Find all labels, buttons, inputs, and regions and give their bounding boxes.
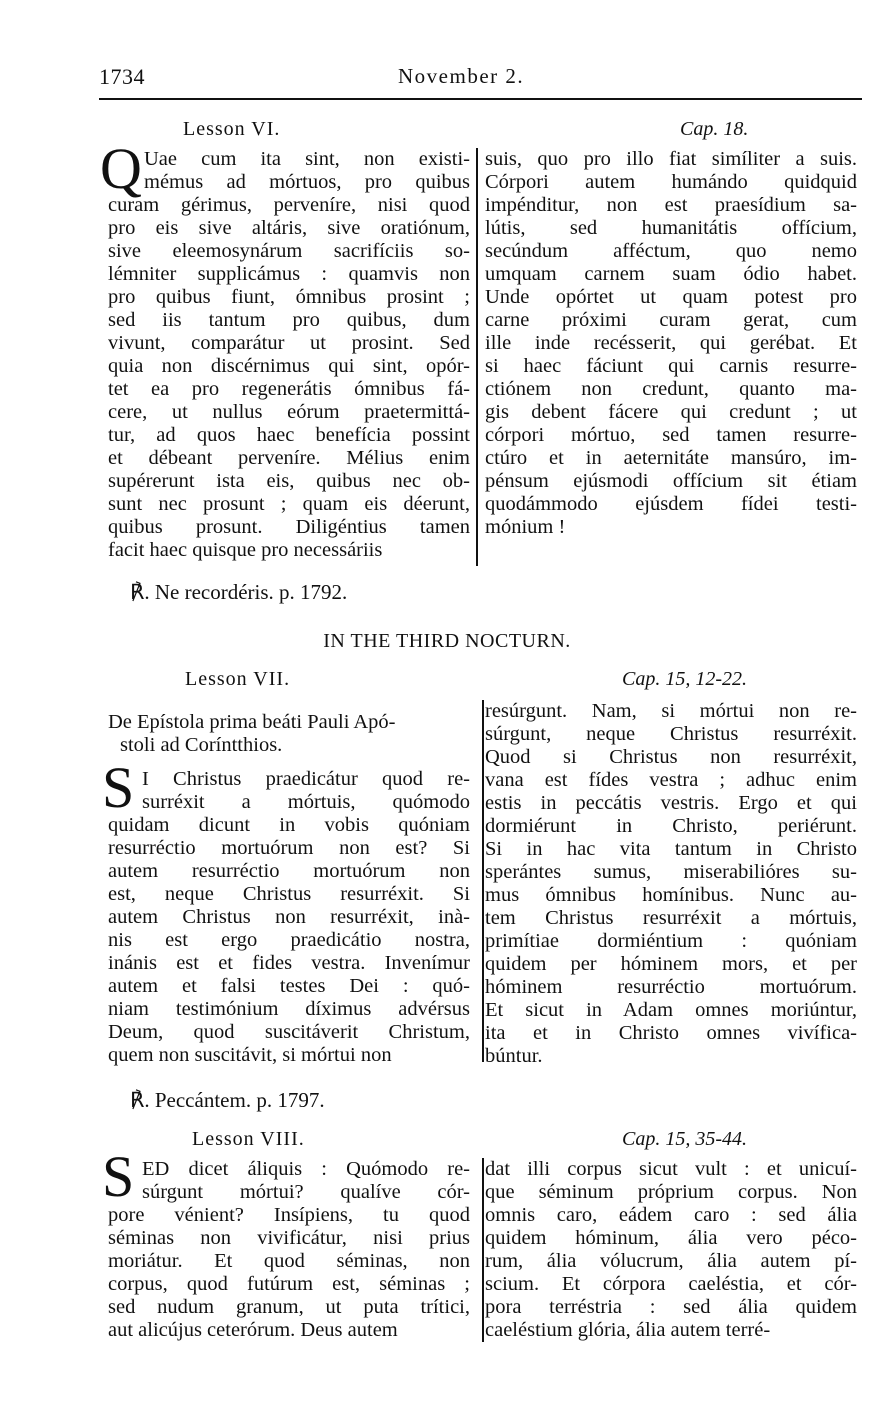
text-line: rum, ália vólucrum, ália autem pí-: [485, 1250, 857, 1272]
text-line: pénsum ejúsmodi offícium sit étiam: [485, 470, 857, 492]
intro-line: De Epístola prima beáti Pauli Apó-: [108, 711, 396, 733]
text-line: resurréctio mortuórum non est? Si: [108, 837, 470, 859]
text-line: vana est fídes vestra ; adhuc enim: [485, 769, 857, 791]
text-line: resúrgunt. Nam, si mórtui non re-: [485, 700, 857, 722]
text-line: pore vénient? Insípiens, tu quod: [108, 1204, 470, 1226]
text-line: Quod si Christus non resurréxit,: [485, 746, 857, 768]
lesson-8-left-column: [108, 1158, 470, 1342]
column-divider: [482, 700, 484, 1062]
text-line: aut alicújus ceterórum. Deus autem: [108, 1319, 398, 1341]
text-line: pro quibus fiunt, ómnibus prosint ;: [108, 286, 470, 308]
lesson-6-cap: Cap. 18.: [680, 118, 749, 140]
text-line: corpus, quod futúrum est, séminas ;: [108, 1273, 470, 1295]
text-line: ED dicet áliquis : Quómodo re-: [142, 1158, 470, 1180]
running-header-date: November 2.: [398, 64, 525, 88]
text-line: nis est ergo praedicátio nostra,: [108, 929, 470, 951]
text-line: cere, ut nullus eórum praetermittá-: [108, 401, 470, 423]
text-line: séminas non vivificátur, nisi prius: [108, 1227, 470, 1249]
text-line: quodámmodo ejúsdem fídei testi-: [485, 493, 857, 515]
text-line: lémniter supplicámus : quamvis non: [108, 263, 470, 285]
text-line: supérerunt ista eis, quibus nec ob-: [108, 470, 470, 492]
lesson-7-dropcap: S: [102, 755, 135, 820]
text-line: tur, ad quos haec benefícia possint: [108, 424, 470, 446]
text-line: hóminem resurréctio mortuórum.: [485, 976, 857, 998]
lesson-6-title: Lesson VI.: [183, 118, 281, 140]
text-line: dat illi corpus sicut vult : et unicuí-: [485, 1158, 857, 1180]
text-line: ita et in Christo omnes vivífica-: [485, 1022, 857, 1044]
text-line: I Christus praedicátur quod re-: [142, 768, 470, 790]
text-line: tet ea pro regenerátis ómnibus fá-: [108, 378, 470, 400]
text-line: sperántes sumus, miserabilióres su-: [485, 861, 857, 883]
text-line: quidam dicunt in vobis quóniam: [108, 814, 470, 836]
text-line: impénditur, non est praesídium sa-: [485, 194, 857, 216]
text-line: mémus ad mórtuos, pro quibus: [144, 171, 470, 193]
text-line: quibus prosunt. Diligéntius tamen: [108, 516, 470, 538]
text-line: quia non discérnimus qui sint, opór-: [108, 355, 470, 377]
lesson-7-title: Lesson VII.: [185, 668, 291, 690]
text-line: vivunt, comparátur ut prosint. Sed: [108, 332, 470, 354]
text-line: sed iis tantum pro quibus, dum: [108, 309, 470, 331]
text-line: caeléstium glória, ália autem terré-: [485, 1319, 771, 1341]
text-line: et débeant perveníre. Mélius enim: [108, 447, 470, 469]
text-line: Et sicut in Adam omnes moriúntur,: [485, 999, 857, 1021]
text-line: si haec fáciunt qui carnis resurre-: [485, 355, 857, 377]
text-line: Unde opórtet ut quam potest pro: [485, 286, 857, 308]
nocturn-heading: IN THE THIRD NOCTURN.: [323, 630, 571, 652]
lesson-7-right-column: [485, 700, 857, 1068]
text-line: súrgunt, neque Christus resurréxit.: [485, 723, 857, 745]
text-line: pro eis sive altáris, sive oratiónum,: [108, 217, 470, 239]
text-line: quidem hóminum, ália vero péco-: [485, 1227, 857, 1249]
text-line: primítiae dormiéntium : quóniam: [485, 930, 857, 952]
column-divider: [482, 1158, 484, 1342]
text-line: inánis est et fides vestra. Invenímur: [108, 952, 470, 974]
text-line: que séminum próprium corpus. Non: [485, 1181, 857, 1203]
lesson-8-cap: Cap. 15, 35-44.: [622, 1128, 747, 1150]
text-line: moriátur. Et quod séminas, non: [108, 1250, 470, 1272]
text-line: sive eleemosynárum sacrifíciis so-: [108, 240, 470, 262]
lesson-6-responsory: ℟. Ne recordéris. p. 1792.: [130, 580, 348, 604]
text-line: Córpori autem humándo quidquid: [485, 171, 857, 193]
text-line: secúndum afféctum, quo nemo: [485, 240, 857, 262]
text-line: omnis caro, eádem caro : sed ália: [485, 1204, 857, 1226]
text-line: ctiónem non credunt, quanto ma-: [485, 378, 857, 400]
text-line: suis, quo pro illo fiat simíliter a suis.: [485, 148, 857, 170]
lesson-7-intro: [108, 711, 470, 757]
lesson-8-right-column: [485, 1158, 857, 1342]
column-divider: [476, 148, 478, 566]
text-line: mus ómnibus homínibus. Nunc au-: [485, 884, 857, 906]
text-line: est, neque Christus resurréxit. Si: [108, 883, 470, 905]
lesson-8-title: Lesson VIII.: [192, 1128, 305, 1150]
intro-line: stoli ad Coríntthios.: [120, 734, 283, 756]
lesson-6-left-column: [108, 148, 470, 562]
text-line: Uae cum ita sint, non existi-: [144, 148, 470, 170]
text-line: dormiérunt in Christo, periérunt.: [485, 815, 857, 837]
text-line: tem Christus resurréxit a mórtuis,: [485, 907, 857, 929]
text-line: autem Christus non resurréxit, inà-: [108, 906, 470, 928]
header-rule: [99, 98, 862, 100]
text-line: súrgunt mórtui? qualíve cór-: [142, 1181, 470, 1203]
text-line: curam gérimus, perveníre, nisi quod: [108, 194, 470, 216]
text-line: mónium !: [485, 516, 566, 538]
text-line: autem resurréctio mortuórum non: [108, 860, 470, 882]
text-line: umquam carnem suam ódio habet.: [485, 263, 857, 285]
text-line: lútis, sed humanitátis offícium,: [485, 217, 857, 239]
text-line: estis in peccátis vestris. Ergo et qui: [485, 792, 857, 814]
text-line: Si in hac vita tantum in Christo: [485, 838, 857, 860]
page-number: 1734: [99, 64, 145, 89]
text-line: surréxit a mórtuis, quómodo: [142, 791, 470, 813]
text-line: autem et falsi testes Dei : quó-: [108, 975, 470, 997]
text-line: córpori mórtuo, sed tamen resurre-: [485, 424, 857, 446]
text-line: facit haec quisque pro necessáriis: [108, 539, 383, 561]
text-line: ctúro et in aeternitáte mansúro, im-: [485, 447, 857, 469]
lesson-7-left-column: [108, 768, 470, 1067]
lesson-7-cap: Cap. 15, 12-22.: [622, 668, 747, 690]
text-line: quem non suscitávit, si mórtui non: [108, 1044, 392, 1066]
lesson-6-right-column: [485, 148, 857, 539]
text-line: carne próximi curam gerat, cum: [485, 309, 857, 331]
lesson-6-dropcap: Q: [100, 136, 142, 201]
text-line: scium. Et córpora caeléstia, et cór-: [485, 1273, 857, 1295]
text-line: búntur.: [485, 1045, 543, 1067]
text-line: sed nudum granum, ut puta trítici,: [108, 1296, 470, 1318]
text-line: niam testimónium díximus advérsus: [108, 998, 470, 1020]
lesson-8-dropcap: S: [102, 1144, 135, 1209]
text-line: Deum, quod suscitáverit Christum,: [108, 1021, 470, 1043]
text-line: quidem per hóminem mors, et per: [485, 953, 857, 975]
text-line: ille inde recésserit, qui gerébat. Et: [485, 332, 857, 354]
text-line: gis debent fácere qui credunt ; ut: [485, 401, 857, 423]
lesson-7-responsory: ℟. Peccántem. p. 1797.: [130, 1088, 325, 1112]
text-line: pora terréstria : sed ália quidem: [485, 1296, 857, 1318]
text-line: sunt nec prosunt ; quam eis déerunt,: [108, 493, 470, 515]
